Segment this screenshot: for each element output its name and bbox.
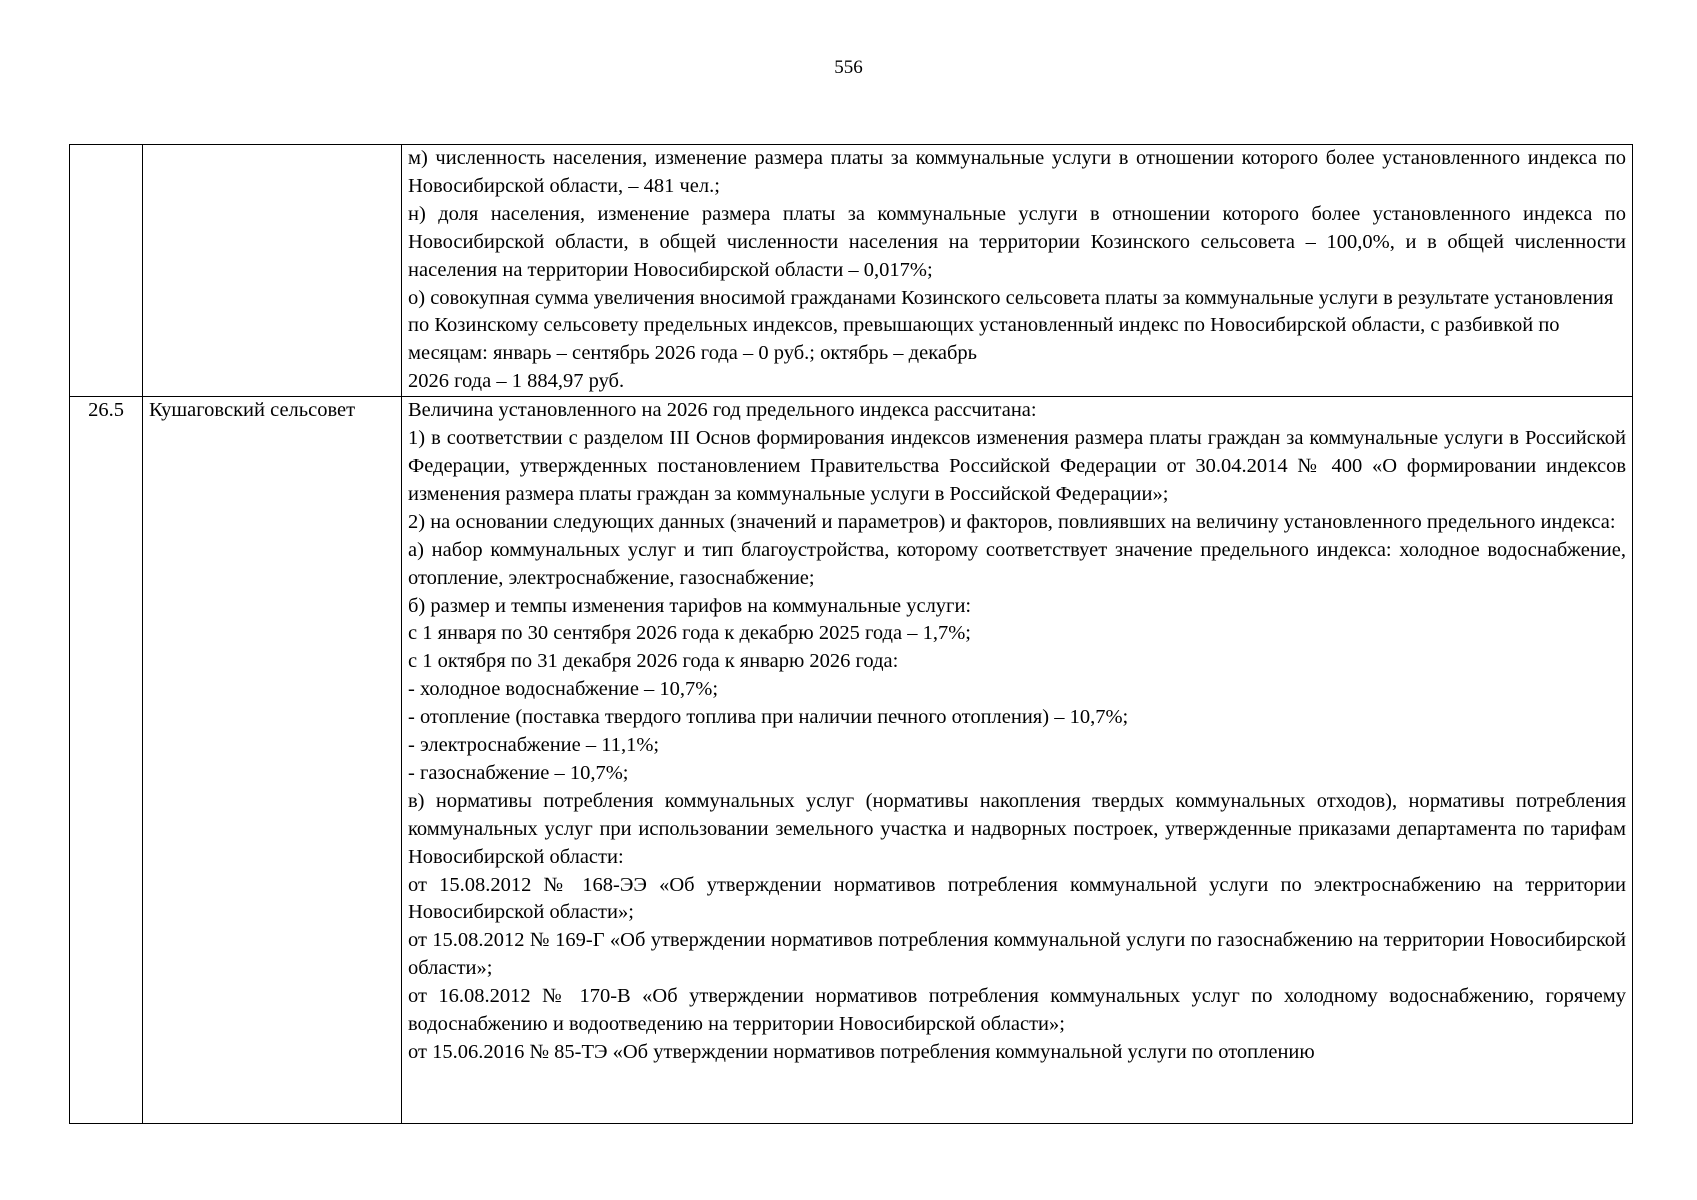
paragraph: от 15.08.2012 № 168-ЭЭ «Об утверждении нормативов потребления коммунальной услуги по электроснабжению на территории Новосибирской области»; (408, 873, 1626, 924)
paragraph: в) нормативы потребления коммунальных услуг (нормативы накопления твердых коммунальных отходов), нормативы потребления коммунальных услуг при использовании земельного участка и надворных построек, утвержденные приказами департамента по тарифам Новосибирской области: (408, 789, 1626, 868)
paragraph: 1) в соответствии с разделом III Основ формирования индексов изменения размера платы граждан за коммунальные услуги в Российской Федерации, утвержденных постановлением Правительства Российской Федерации от 30.04.2014 № 400 «О формировании индексов изменения размера платы граждан за коммунальные услуги в Российской Федерации»; (408, 427, 1626, 505)
row-number-cell: 26.5 (70, 397, 143, 1124)
description-cell (402, 397, 1633, 1124)
paragraph: б) размер и темпы изменения тарифов на коммунальные услуги: (408, 594, 972, 617)
paragraph: - холодное водоснабжение – 10,7%; (408, 678, 719, 701)
page-number: 556 (834, 57, 863, 78)
paragraph: м) численность населения, изменение размера платы за коммунальные услуги в отношении которого более установленного индекса по Новосибирской области, – 481 чел.; (408, 147, 1626, 197)
row-number-cell (70, 145, 143, 397)
municipality-name-cell (143, 145, 402, 397)
description-cell (402, 145, 1633, 397)
paragraph: 2) на основании следующих данных (значений и параметров) и факторов, повлиявших на величину установленного предельного индекса: (408, 510, 1616, 533)
paragraph: от 15.08.2012 № 169-Г «Об утверждении нормативов потребления коммунальной услуги по газоснабжению на территории Новосибирской области»; (408, 929, 1626, 980)
table-row (70, 145, 1633, 397)
paragraph: о) совокупная сумма увеличения вносимой гражданами Козинского сельсовета платы за коммунальные услуги в результате установления по Козинскому сельсовету предельных индексов, превышающих установленный индекс по Новосибирской области, с разбивкой по месяцам: январь – сентябрь 2026 года – 0 руб.; октябрь – декабрь (408, 286, 1614, 365)
paragraph: с 1 января по 30 сентября 2026 года к декабрю 2025 года – 1,7%; (408, 622, 971, 645)
description-content (408, 397, 1626, 1123)
table-row (70, 397, 1633, 1124)
paragraph: от 15.06.2016 № 85-ТЭ «Об утверждении нормативов потребления коммунальной услуги по отоплению (408, 1041, 1315, 1063)
document-table (69, 144, 1633, 1124)
paragraph: н) доля населения, изменение размера платы за коммунальные услуги в отношении которого более установленного индекса по Новосибирской области, в общей численности населения на территории Козинского сельсовета – 100,0%, и в общей численности населения на территории Новосибирской области – 0,017%; (408, 202, 1626, 281)
paragraph: а) набор коммунальных услуг и тип благоустройства, которому соответствует значение предельного индекса: холодное водоснабжение, отопление, электроснабжение, газоснабжение; (408, 538, 1626, 589)
paragraph: - электроснабжение – 11,1%; (408, 734, 660, 757)
paragraph: - газоснабжение – 10,7%; (408, 761, 629, 784)
municipality-name-cell: Кушаговский сельсовет (143, 397, 402, 1124)
paragraph: - отопление (поставка твердого топлива при наличии печного отопления) – 10,7%; (408, 706, 1129, 729)
paragraph: 2026 года – 1 884,97 руб. (408, 370, 625, 393)
paragraph: от 16.08.2012 № 170-В «Об утверждении нормативов потребления коммунальных услуг по холодному водоснабжению, горячему водоснабжению и водоотведению на территории Новосибирской области»; (408, 985, 1626, 1036)
paragraph: с 1 октября по 31 декабря 2026 года к январю 2026 года: (408, 650, 899, 673)
paragraph: Величина установленного на 2026 год предельного индекса рассчитана: (408, 399, 1037, 422)
